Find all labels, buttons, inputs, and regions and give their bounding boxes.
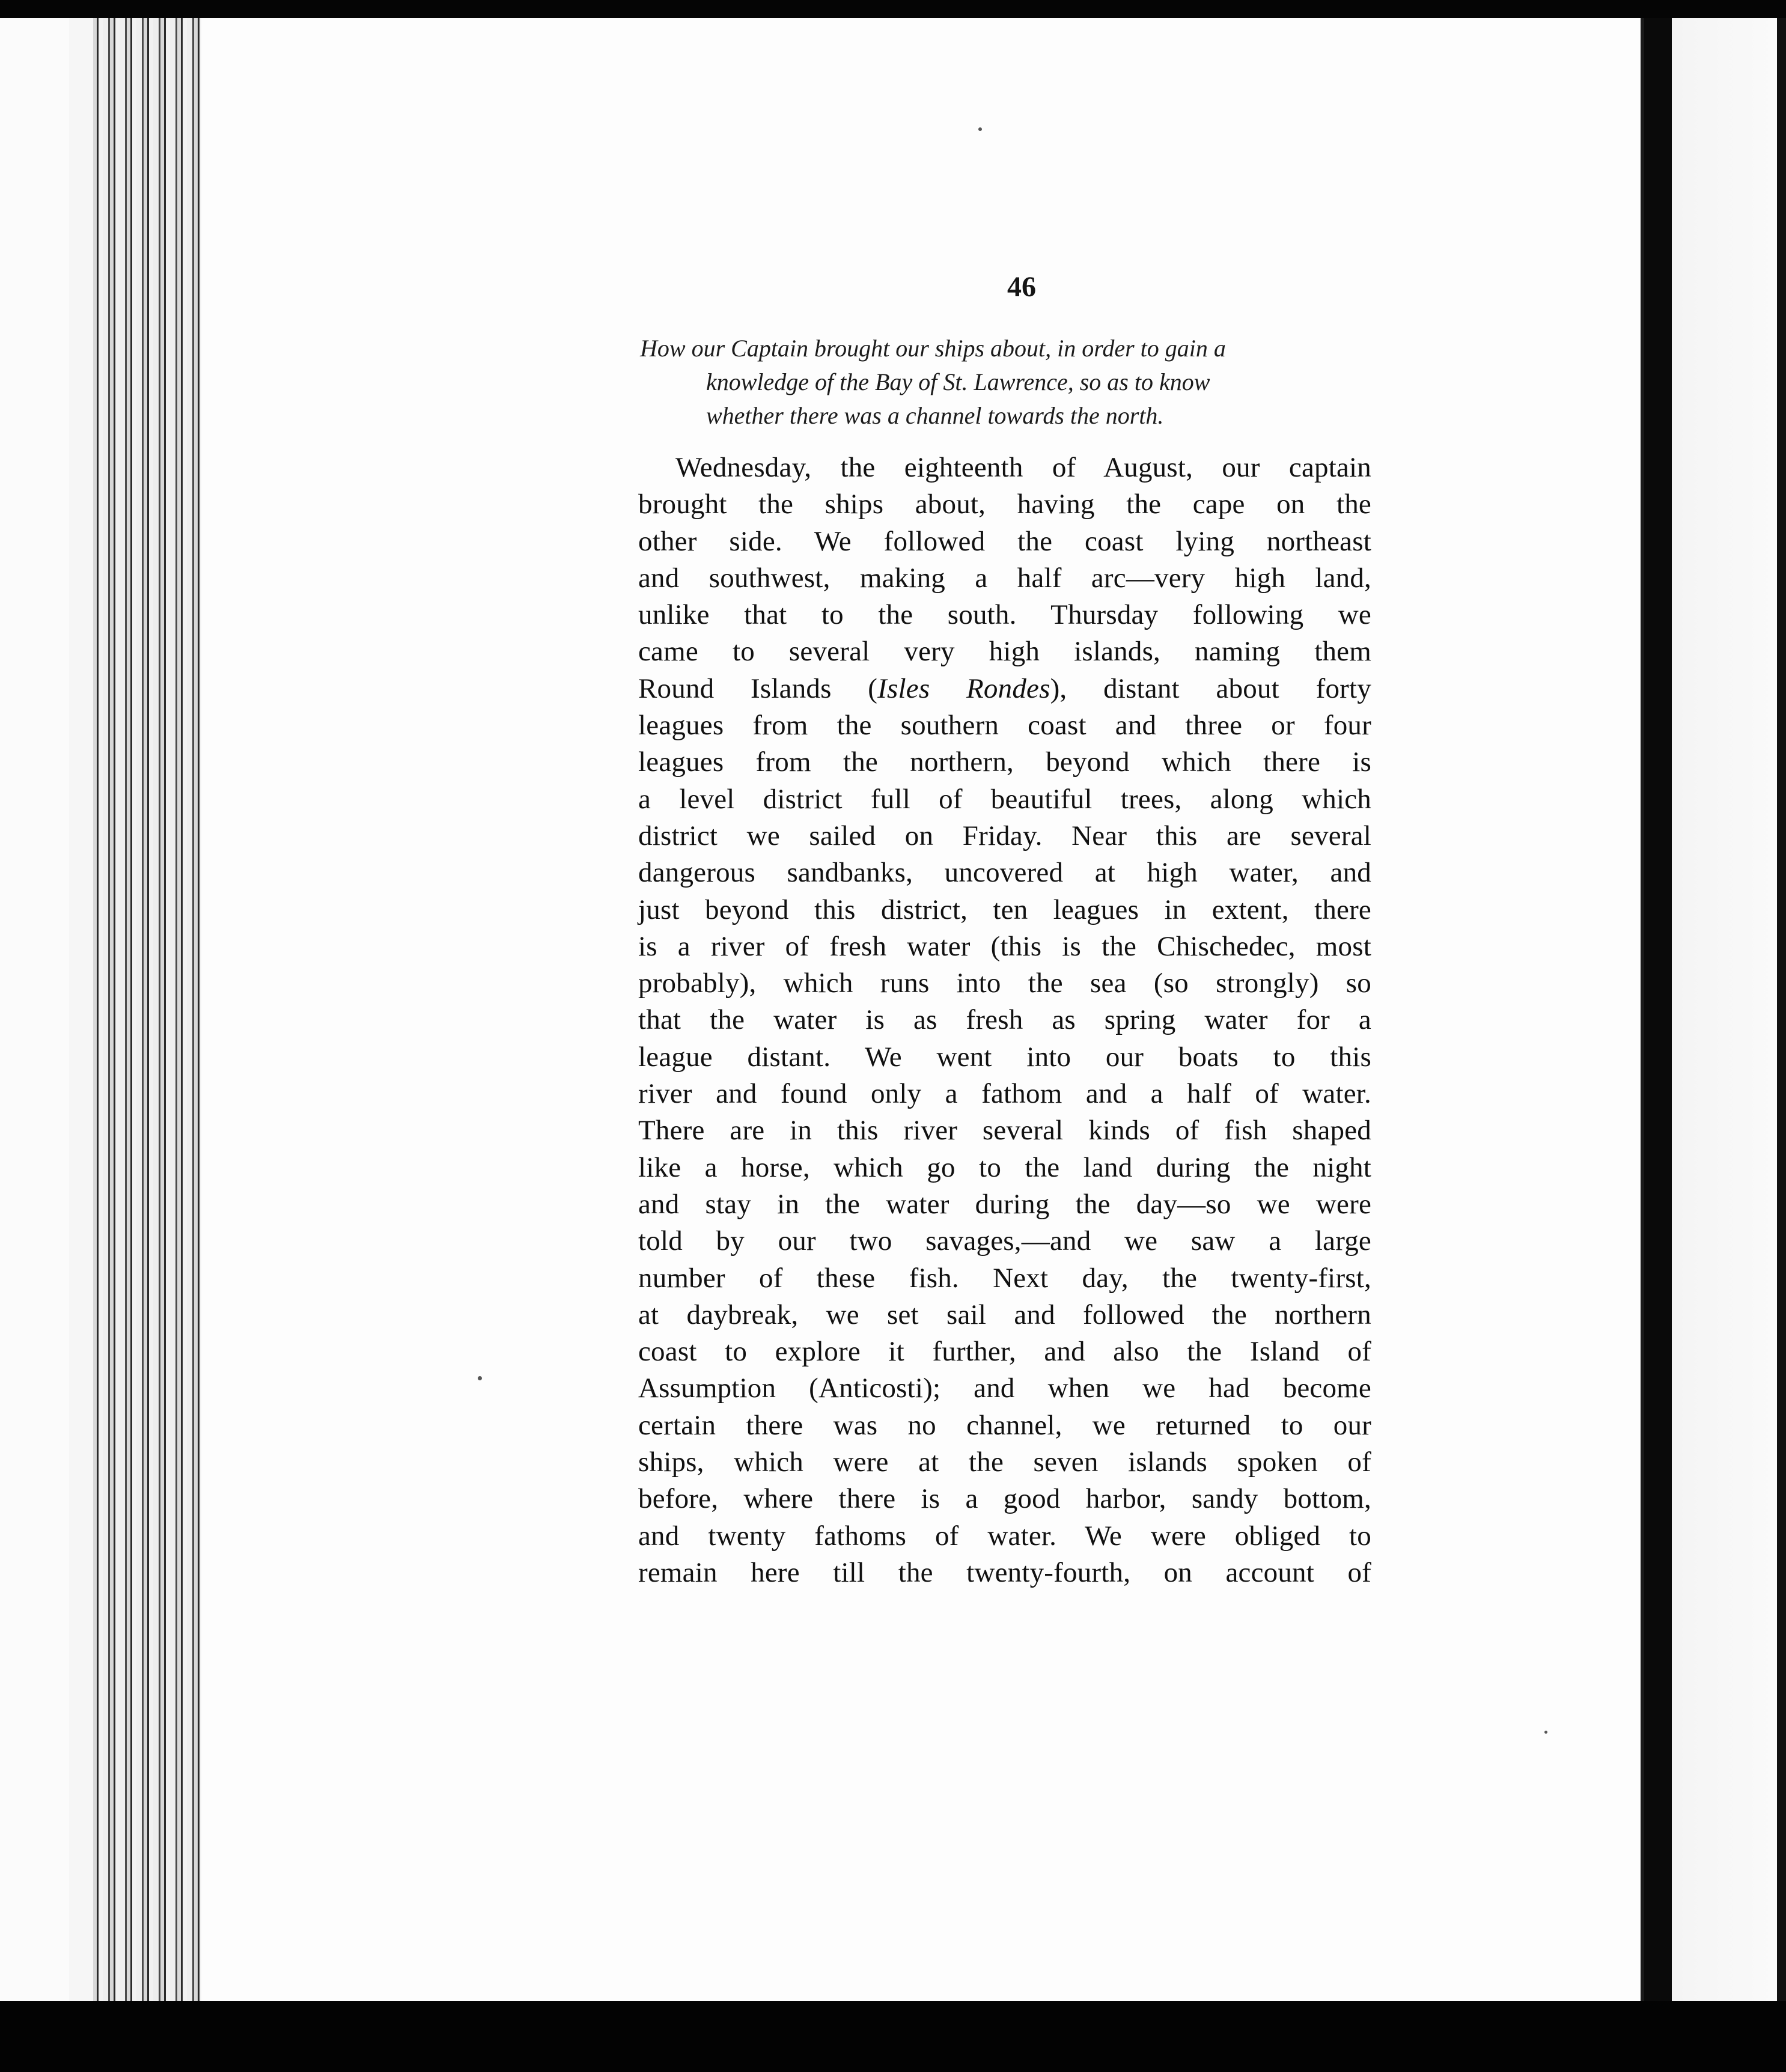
text-fragment: Round Islands ( [638,672,878,704]
text-line: that the water is as fresh as spring water for a [638,1004,1371,1036]
book-gutter [1644,0,1672,2072]
text-line: There are in this river several kinds of fish shaped [638,1115,1371,1147]
text-line: other side. We followed the coast lying northeast [638,525,1371,557]
page-number: 46 [1007,271,1036,303]
text-line: probably), which runs into the sea (so strongly) so [638,967,1371,999]
text-line: unlike that to the south. Thursday following we [638,599,1371,631]
section-heading [640,332,1379,433]
text-line: Wednesday, the eighteenth of August, our captain [675,452,1371,483]
scan-speck [478,1376,482,1380]
scan-top-edge [0,0,1786,18]
text-line: Assumption (Anticosti); and when we had become [638,1373,1371,1404]
text-line: told by our two savages,—and we saw a large [638,1225,1371,1257]
text-line: before, where there is a good harbor, sandy bottom, [638,1483,1371,1515]
text-line: river and found only a fathom and a half of water. [638,1078,1371,1110]
text-line: came to several very high islands, naming them [638,636,1371,668]
text-line: dangerous sandbanks, uncovered at high water, and [638,857,1371,889]
italic-place-name: Isles Rondes [877,672,1050,704]
text-line: district we sailed on Friday. Near this are several [638,820,1371,852]
text-line: a level district full of beautiful trees, along which [638,783,1371,815]
scan-speck [978,127,982,131]
text-line: remain here till the twenty-fourth, on account of [638,1556,1371,1588]
heading-line: knowledge of the Bay of St. Lawrence, so as to know [706,368,1210,395]
text-line: is a river of fresh water (this is the Chischedec, most [638,930,1371,962]
text-line: coast to explore it further, and also the Island of [638,1336,1371,1368]
text-line: and southwest, making a half arc—very high land, [638,562,1371,594]
facing-page-edge [1672,11,1777,2006]
text-line: just beyond this district, ten leagues in extent, there [638,894,1371,925]
text-line: certain there was no channel, we returned to our [638,1409,1371,1441]
body-paragraph [638,449,1371,1591]
text-line [638,671,1371,707]
text-line: leagues from the southern coast and three or four [638,710,1371,742]
heading-line: whether there was a channel towards the north. [706,402,1164,429]
text-line: at daybreak, we set sail and followed the northern [638,1299,1371,1330]
text-line: and stay in the water during the day—so we were [638,1188,1371,1220]
text-line: and twenty fathoms of water. We were obliged to [638,1520,1371,1552]
text-line: brought the ships about, having the cape on the [638,489,1371,520]
scan-speck [1544,1731,1547,1734]
text-line: like a horse, which go to the land during the night [638,1151,1371,1183]
text-line: leagues from the northern, beyond which there is [638,746,1371,778]
scan-bottom-edge [0,2001,1786,2072]
scan-outer-margin [0,0,69,2072]
text-line: league distant. We went into our boats to this [638,1041,1371,1073]
text-line: number of these fish. Next day, the twenty-first, [638,1262,1371,1294]
text-line: ships, which were at the seven islands spoken of [638,1446,1371,1478]
page-edges-shadow [69,12,93,2001]
heading-line: How our Captain brought our ships about, in order to gain a [640,335,1226,362]
text-fragment: ), distant about forty [1050,672,1371,704]
scan-right-edge [1777,0,1786,2072]
